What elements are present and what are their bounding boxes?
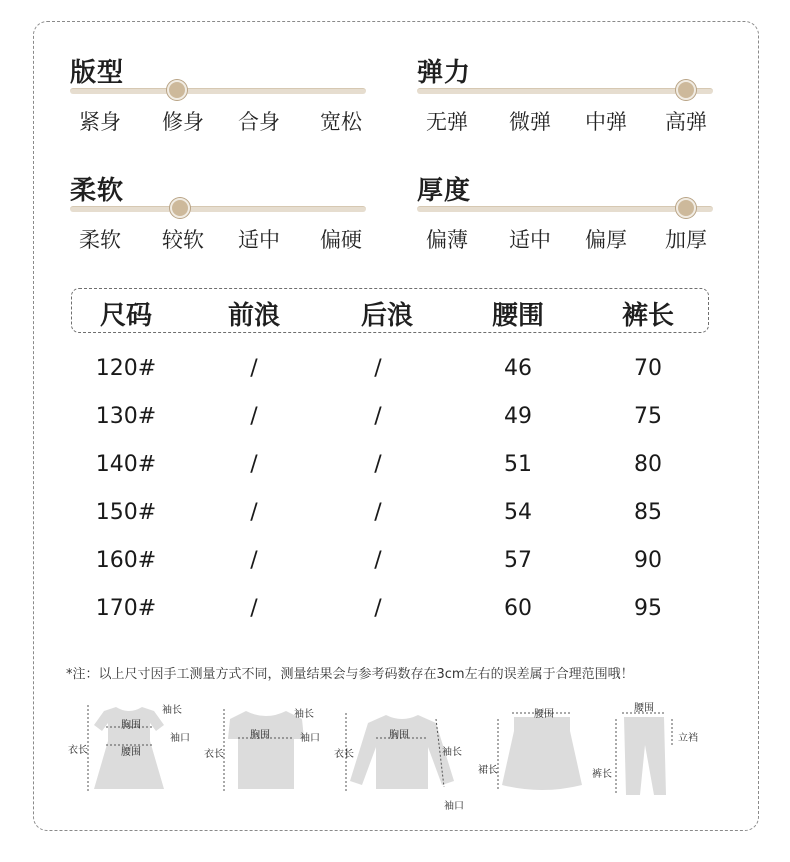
- table-cell: 150#: [95, 500, 157, 525]
- table-row: [0, 548, 790, 588]
- attribute-knob: [170, 198, 190, 218]
- table-cell: /: [250, 404, 258, 429]
- skirt-diagram: [474, 693, 592, 813]
- table-cell: 75: [634, 404, 662, 429]
- attribute-option: 微弹: [509, 110, 551, 134]
- table-cell: 80: [634, 452, 662, 477]
- measurement-note: *注：以上尺寸因手工测量方式不同，测量结果会与参考码数存在3cm左右的误差属于合理范围哦！: [66, 667, 634, 682]
- length-label: 衣长: [68, 745, 88, 756]
- column-header-size: 尺码: [99, 301, 152, 331]
- attribute-option: 偏薄: [426, 228, 468, 252]
- attribute-option: 加厚: [665, 228, 707, 252]
- chest-label: 胸围: [389, 730, 409, 741]
- sleeve-label: 袖长: [294, 709, 314, 720]
- attribute-title: 弹力: [417, 58, 472, 88]
- waist-label: 腰围: [634, 703, 654, 714]
- attribute-option: 无弹: [426, 110, 468, 134]
- table-cell: /: [250, 596, 258, 621]
- attribute-track: [70, 206, 366, 212]
- table-cell: /: [374, 548, 382, 573]
- table-row: [0, 596, 790, 636]
- attribute-option: 适中: [509, 228, 551, 252]
- table-cell: /: [250, 356, 258, 381]
- attribute-option: 适中: [238, 228, 280, 252]
- attribute-option: 中弹: [585, 110, 627, 134]
- table-row: [0, 500, 790, 540]
- attribute-title: 厚度: [417, 176, 472, 206]
- attribute-track: [70, 88, 366, 94]
- table-row: [0, 452, 790, 492]
- table-cell: 120#: [95, 356, 157, 381]
- skirt-icon: [474, 693, 592, 813]
- sleeve-label: 袖长: [442, 747, 462, 758]
- table-cell: 85: [634, 500, 662, 525]
- column-header-front-rise: 前浪: [227, 301, 280, 331]
- table-cell: 46: [504, 356, 532, 381]
- table-cell: 130#: [95, 404, 157, 429]
- table-cell: /: [250, 548, 258, 573]
- column-header-waist: 腰围: [491, 301, 544, 331]
- attribute-option: 偏厚: [585, 228, 627, 252]
- attribute-option: 紧身: [79, 110, 121, 134]
- cuff-label: 袖口: [444, 801, 464, 812]
- attribute-track: [417, 206, 713, 212]
- table-cell: 57: [504, 548, 532, 573]
- table-cell: /: [374, 596, 382, 621]
- attribute-track: [417, 88, 713, 94]
- attribute-title: 版型: [70, 58, 125, 88]
- attribute-option: 柔软: [79, 228, 121, 252]
- tshirt-diagram: [202, 693, 328, 813]
- table-cell: 140#: [95, 452, 157, 477]
- length-label: 衣长: [204, 749, 224, 760]
- table-cell: 95: [634, 596, 662, 621]
- table-cell: /: [374, 500, 382, 525]
- sweater-diagram: [332, 693, 472, 813]
- dress-diagram: [64, 693, 194, 813]
- cuff-label: 袖口: [300, 733, 320, 744]
- length-label: 裤长: [592, 769, 612, 780]
- attribute-option: 偏硬: [320, 228, 362, 252]
- table-cell: 51: [504, 452, 532, 477]
- length-label: 衣长: [334, 749, 354, 760]
- attribute-option: 宽松: [320, 110, 362, 134]
- chest-label: 胸围: [121, 720, 141, 731]
- waist-label: 腰围: [121, 747, 141, 758]
- sleeve-label: 袖长: [162, 705, 182, 716]
- table-cell: 49: [504, 404, 532, 429]
- table-cell: 70: [634, 356, 662, 381]
- cuff-label: 袖口: [170, 733, 190, 744]
- table-cell: 54: [504, 500, 532, 525]
- table-cell: 170#: [95, 596, 157, 621]
- waist-label: 腰围: [534, 709, 554, 720]
- table-cell: 90: [634, 548, 662, 573]
- pants-diagram: [588, 693, 712, 813]
- table-cell: /: [374, 452, 382, 477]
- rise-label: 立裆: [678, 733, 698, 744]
- attribute-title: 柔软: [70, 176, 125, 206]
- table-cell: 60: [504, 596, 532, 621]
- attribute-option: 高弹: [665, 110, 707, 134]
- attribute-option: 较软: [162, 228, 204, 252]
- attribute-option: 修身: [162, 110, 204, 134]
- attribute-option: 合身: [238, 110, 280, 134]
- table-cell: /: [250, 452, 258, 477]
- table-cell: /: [374, 356, 382, 381]
- table-cell: /: [374, 404, 382, 429]
- table-row: [0, 404, 790, 444]
- column-header-pants-length: 裤长: [621, 301, 674, 331]
- length-label: 裙长: [478, 765, 498, 776]
- column-header-back-rise: 后浪: [360, 301, 413, 331]
- attribute-knob: [167, 80, 187, 100]
- table-cell: /: [250, 500, 258, 525]
- chest-label: 胸围: [250, 730, 270, 741]
- table-cell: 160#: [95, 548, 157, 573]
- table-row: [0, 356, 790, 396]
